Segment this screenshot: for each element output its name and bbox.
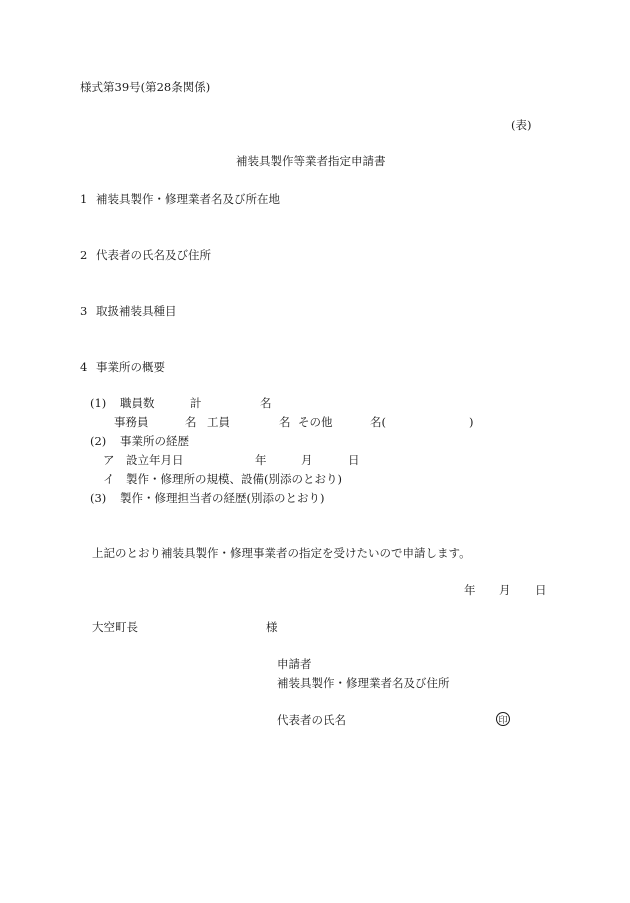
section-number: 1 (80, 192, 88, 206)
staff-total-label: 計 (190, 396, 202, 410)
facility-label: 製作・修理所の規模、設備(別添のとおり) (126, 472, 342, 486)
office-staff-unit: 名 (185, 415, 197, 429)
staff-total-unit: 名 (260, 396, 272, 410)
addressee-name: 大空町長 (92, 620, 138, 634)
section-number: 3 (80, 304, 88, 318)
section-label: 取扱補装具種目 (96, 304, 177, 318)
form-number: 様式第39号(第28条関係) (80, 80, 211, 94)
date-year: 年 (464, 583, 476, 597)
founding-month: 月 (301, 453, 313, 467)
founding-year: 年 (255, 453, 267, 467)
founding-marker: ア (103, 453, 115, 467)
worker-unit: 名 (279, 415, 291, 429)
worker-label: 工員 (207, 415, 230, 429)
staff-label: 職員数 (120, 396, 155, 410)
personnel-marker: (3) (90, 491, 107, 505)
history-marker: (2) (90, 434, 107, 448)
representative-name-label: 代表者の氏名 (277, 713, 346, 727)
declaration: 上記のとおり補装具製作・修理事業者の指定を受けたいので申請します。 (92, 546, 471, 560)
facility-marker: イ (103, 472, 115, 486)
addressee-honorific: 様 (266, 620, 278, 634)
close-paren: ) (469, 415, 474, 429)
other-staff-unit: 名( (370, 415, 386, 429)
section-number: 4 (80, 360, 88, 374)
seal-mark: 印 (496, 712, 510, 726)
staff-marker: (1) (90, 396, 107, 410)
section-label: 補装具製作・修理業者名及び所在地 (96, 192, 280, 206)
history-label: 事業所の経歴 (120, 434, 189, 448)
page-title: 補装具製作等業者指定申請書 (236, 154, 386, 168)
section-label: 事業所の概要 (96, 360, 165, 374)
applicant-name-address: 補装具製作・修理業者名及び住所 (277, 676, 450, 690)
founding-label: 設立年月日 (126, 453, 184, 467)
founding-day: 日 (348, 453, 360, 467)
other-staff-label: その他 (298, 415, 333, 429)
applicant-label: 申請者 (277, 657, 312, 671)
personnel-label: 製作・修理担当者の経歴(別添のとおり) (120, 491, 325, 505)
section-number: 2 (80, 248, 88, 262)
date-month: 月 (499, 583, 511, 597)
section-label: 代表者の氏名及び住所 (96, 248, 211, 262)
date-day: 日 (535, 583, 547, 597)
office-staff-label: 事務員 (114, 415, 149, 429)
side-marker: (表) (511, 118, 532, 132)
